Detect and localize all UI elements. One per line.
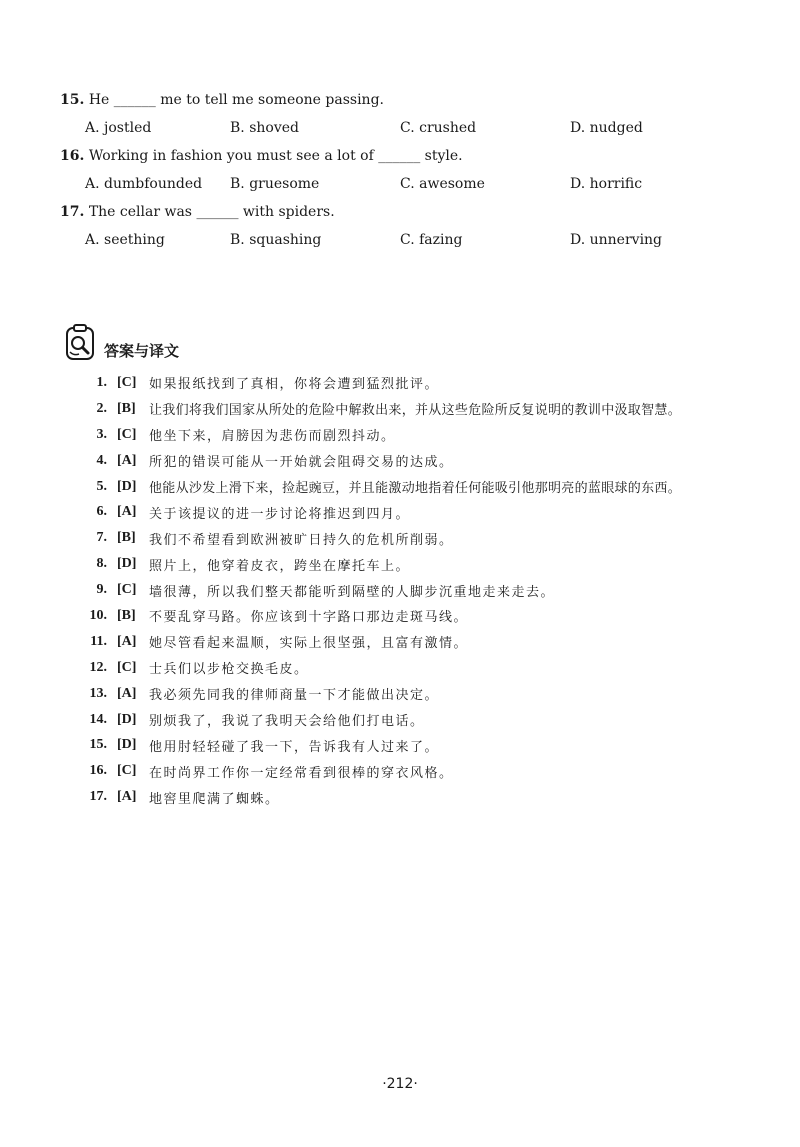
answer-translation: 我们不希望看到欧洲被旷日持久的危机所削弱。 — [149, 532, 454, 548]
answer-number: 12. — [89, 659, 107, 675]
question-number: 15. — [60, 92, 85, 108]
answer-item — [75, 681, 755, 707]
answer-key: [D] — [117, 737, 137, 753]
answer-item — [75, 499, 755, 525]
option-a: A. dumbfounded — [85, 176, 203, 192]
answer-item — [75, 707, 755, 733]
option-b: B. gruesome — [230, 176, 320, 192]
question-text: The cellar was ______ with spiders. — [88, 204, 335, 220]
answer-item — [75, 370, 755, 396]
option-d: D. horrific — [570, 176, 643, 192]
answer-number: 7. — [96, 530, 107, 546]
answer-translation: 不要乱穿马路。你应该到十字路口那边走斑马线。 — [149, 610, 469, 626]
question-text: Working in fashion you must see a lot of ______ style. — [88, 148, 463, 164]
option-c: C. fazing — [400, 232, 463, 248]
question-text: He ______ me to tell me someone passing. — [88, 92, 384, 108]
answer-key: [A] — [117, 789, 137, 805]
answer-item — [75, 448, 755, 474]
answer-item — [75, 551, 755, 577]
answer-translation: 士兵们以步枪交换毛皮。 — [149, 662, 309, 678]
answer-key: [D] — [117, 556, 137, 572]
answer-translation: 她尽管看起来温顺，实际上很坚强，且富有激情。 — [149, 636, 469, 652]
answer-translation: 让我们将我们国家从所处的危险中解救出来，并从这些危险所反复说明的教训中汲取智慧。 — [149, 403, 682, 419]
answer-translation: 如果报纸找到了真相，你将会遭到猛烈批评。 — [149, 377, 440, 393]
option-b: B. shoved — [230, 120, 299, 136]
answer-translation: 所犯的错误可能从一开始就会阻碍交易的达成。 — [149, 455, 454, 471]
question-15 — [60, 92, 384, 108]
answers-heading — [64, 322, 179, 366]
answer-key: [D] — [117, 478, 137, 494]
answer-key: [C] — [117, 374, 137, 390]
answer-number: 14. — [89, 711, 107, 727]
answer-key: [D] — [117, 711, 137, 727]
answer-item — [75, 396, 755, 422]
answer-key: [C] — [117, 582, 137, 598]
answer-number: 3. — [96, 426, 107, 442]
answer-number: 2. — [96, 400, 107, 416]
answer-number: 4. — [96, 452, 107, 468]
answer-item — [75, 422, 755, 448]
answer-item — [75, 629, 755, 655]
answer-number: 15. — [89, 737, 107, 753]
answer-key: [A] — [117, 685, 137, 701]
option-b: B. squashing — [230, 232, 322, 248]
answer-number: 6. — [96, 504, 107, 520]
option-c: C. awesome — [400, 176, 485, 192]
question-16 — [60, 148, 463, 164]
answer-list — [75, 370, 755, 810]
answer-translation: 他坐下来，肩膀因为悲伤而剧烈抖动。 — [149, 429, 396, 445]
option-d: D. unnerving — [570, 232, 663, 248]
answer-translation: 我必须先同我的律师商量一下才能做出决定。 — [149, 688, 440, 704]
question-17 — [60, 204, 335, 220]
question-number: 17. — [60, 204, 85, 220]
answer-number: 1. — [96, 374, 107, 390]
answer-number: 8. — [96, 556, 107, 572]
option-c: C. crushed — [400, 120, 477, 136]
answer-key: [C] — [117, 763, 137, 779]
answer-number: 10. — [89, 607, 107, 623]
answer-item — [75, 474, 755, 500]
answer-translation: 关于该提议的进一步讨论将推迟到四月。 — [149, 506, 411, 522]
answer-translation: 墙很薄，所以我们整天都能听到隔壁的人脚步沉重地走来走去。 — [149, 584, 556, 600]
answer-translation: 地窖里爬满了蜘蛛。 — [149, 791, 280, 807]
answer-translation: 别烦我了，我说了我明天会给他们打电话。 — [149, 714, 425, 730]
option-a: A. seething — [85, 232, 165, 248]
answer-item — [75, 655, 755, 681]
answer-key: [C] — [117, 659, 137, 675]
answer-key: [B] — [117, 530, 136, 546]
answer-number: 11. — [90, 633, 107, 649]
answer-number: 13. — [89, 685, 107, 701]
answer-item — [75, 525, 755, 551]
page-number: ·212· — [382, 1076, 418, 1092]
answer-key: [C] — [117, 426, 137, 442]
answer-key: [B] — [117, 400, 136, 416]
answer-key: [A] — [117, 633, 137, 649]
answer-translation: 在时尚界工作你一定经常看到很棒的穿衣风格。 — [149, 765, 454, 781]
magnifier-clipboard-icon — [64, 322, 98, 366]
answer-translation: 照片上，他穿着皮衣，跨坐在摩托车上。 — [149, 558, 411, 574]
answer-key: [A] — [117, 504, 137, 520]
section-title: 答案与译文 — [104, 341, 180, 360]
answer-number: 5. — [96, 478, 107, 494]
answer-number: 17. — [89, 789, 107, 805]
answer-item — [75, 732, 755, 758]
answer-item — [75, 758, 755, 784]
answer-number: 16. — [89, 763, 107, 779]
answer-translation: 他能从沙发上滑下来，捡起豌豆，并且能激动地指着任何能吸引他那明亮的蓝眼球的东西。 — [149, 481, 682, 496]
question-number: 16. — [60, 148, 85, 164]
answer-item — [75, 577, 755, 603]
answer-item — [75, 784, 755, 810]
answer-key: [B] — [117, 607, 136, 623]
answer-item — [75, 603, 755, 629]
option-d: D. nudged — [570, 120, 643, 136]
option-a: A. jostled — [85, 120, 152, 136]
answer-translation: 他用肘轻轻碰了我一下，告诉我有人过来了。 — [149, 739, 440, 755]
answer-number: 9. — [96, 582, 107, 598]
answer-key: [A] — [117, 452, 137, 468]
